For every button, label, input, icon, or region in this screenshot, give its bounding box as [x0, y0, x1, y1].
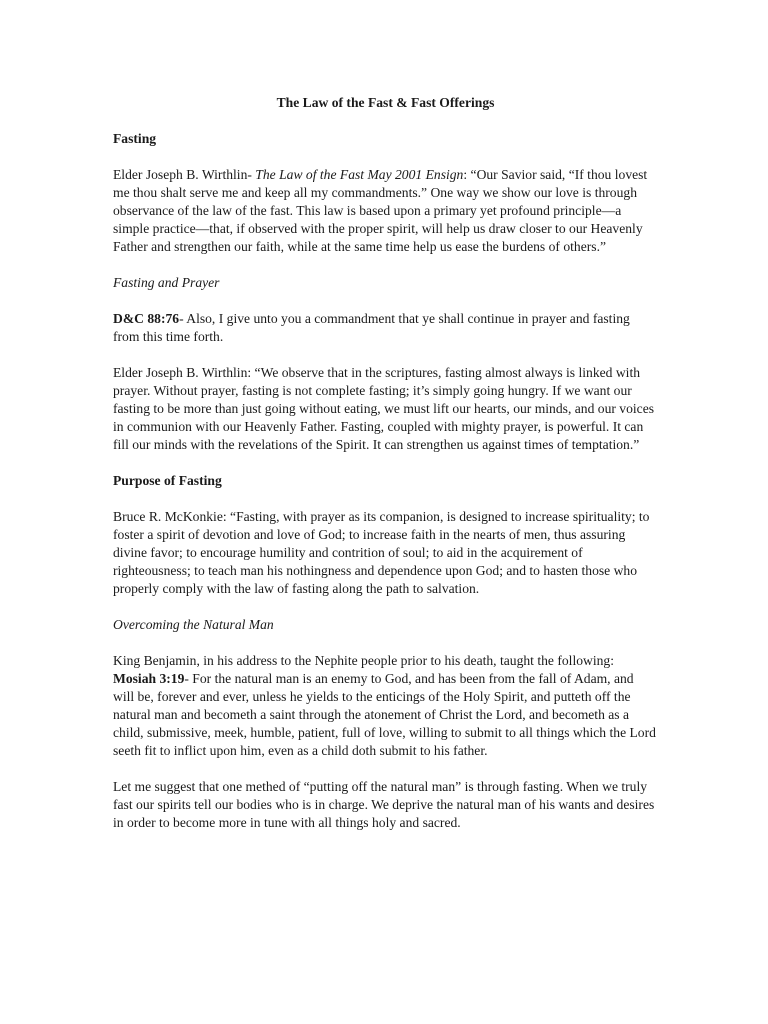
scripture-ref-mosiah: Mosiah 3:19 [113, 671, 185, 686]
scripture-ref-dc: D&C 88:76 [113, 311, 180, 326]
quote-text: : “Our Savior said, “If thou lovest me thou shalt serve me and keep all my commandments.” One way we show our love is through observance of the law of the fast. This law is based upon a primary yet profound principle—a simple practice—that, if observed with the proper spirit, will help us draw closer to our Heavenly Father and strengthen our faith, while at the same time help us ease the burdens of others.” [113, 167, 648, 254]
paragraph-putting-off-natural-man: Let me suggest that one methed of “putting off the natural man” is through fasting. When we truly fast our spirits tell our bodies who is in charge. We deprive the natural man of his wants and desires in order to become more in tune with all things holy and sacred. [113, 779, 655, 830]
scripture-text: - For the natural man is an enemy to God, and has been from the fall of Adam, and will be, forever and ever, unless he yields to the enticings of the Holy Spirit, and putteth off the natural man and becometh a saint through the atonement of Christ the Lord, and becometh as a child, submissive, meek, humble, patient, full of love, willing to submit to all things which the Lord seeth fit to inflict upon him, even as a child doth submit to his father. [113, 671, 656, 758]
scripture-text: - Also, I give unto you a commandment that ye shall continue in prayer and fasting from this time forth. [113, 311, 630, 344]
document-title: The Law of the Fast & Fast Offerings [276, 95, 495, 110]
paragraph-wirthlin-prayer: Elder Joseph B. Wirthlin: “We observe that in the scriptures, fasting almost always is linked with prayer. Without prayer, fasting is not complete fasting; it’s simply going hungry. If we want our fasting to be more than just going without eating, we must lift our hearts, our minds, and our voices in communion with our Heavenly Father. Fasting, coupled with mighty prayer, is powerful. It can fill our minds with the revelations of the Spirit. It can strengthen us against times of temptation.” [113, 365, 655, 452]
paragraph-king-benjamin [113, 652, 658, 760]
paragraph-mckonkie: Bruce R. McKonkie: “Fasting, with prayer as its companion, is designed to increase spirituality; to foster a spirit of devotion and love of God; to increase faith in the nearts of men, thus assuring divine favor; to encourage humility and contrition of soul; to aid in the acquirement of righteousness; to teach man his nothingness and dependence upon God; and to hasten those who properly comply with the law of fasting along the path to salvation. [113, 509, 650, 596]
subheading-natural-man: Overcoming the Natural Man [113, 617, 274, 632]
subheading-fasting-and-prayer: Fasting and Prayer [113, 275, 220, 290]
speaker-wirthlin: Elder Joseph B. Wirthlin- [113, 167, 256, 182]
heading-fasting: Fasting [113, 131, 157, 146]
intro-text: King Benjamin, in his address to the Nephite people prior to his death, taught the following: [113, 653, 614, 668]
paragraph-dc-88-76 [113, 310, 658, 346]
source-ensign: The Law of the Fast May 2001 Ensign [255, 167, 464, 182]
heading-purpose-of-fasting: Purpose of Fasting [113, 473, 222, 488]
paragraph-wirthlin-law-of-fast [113, 166, 658, 256]
document-page [113, 94, 658, 850]
